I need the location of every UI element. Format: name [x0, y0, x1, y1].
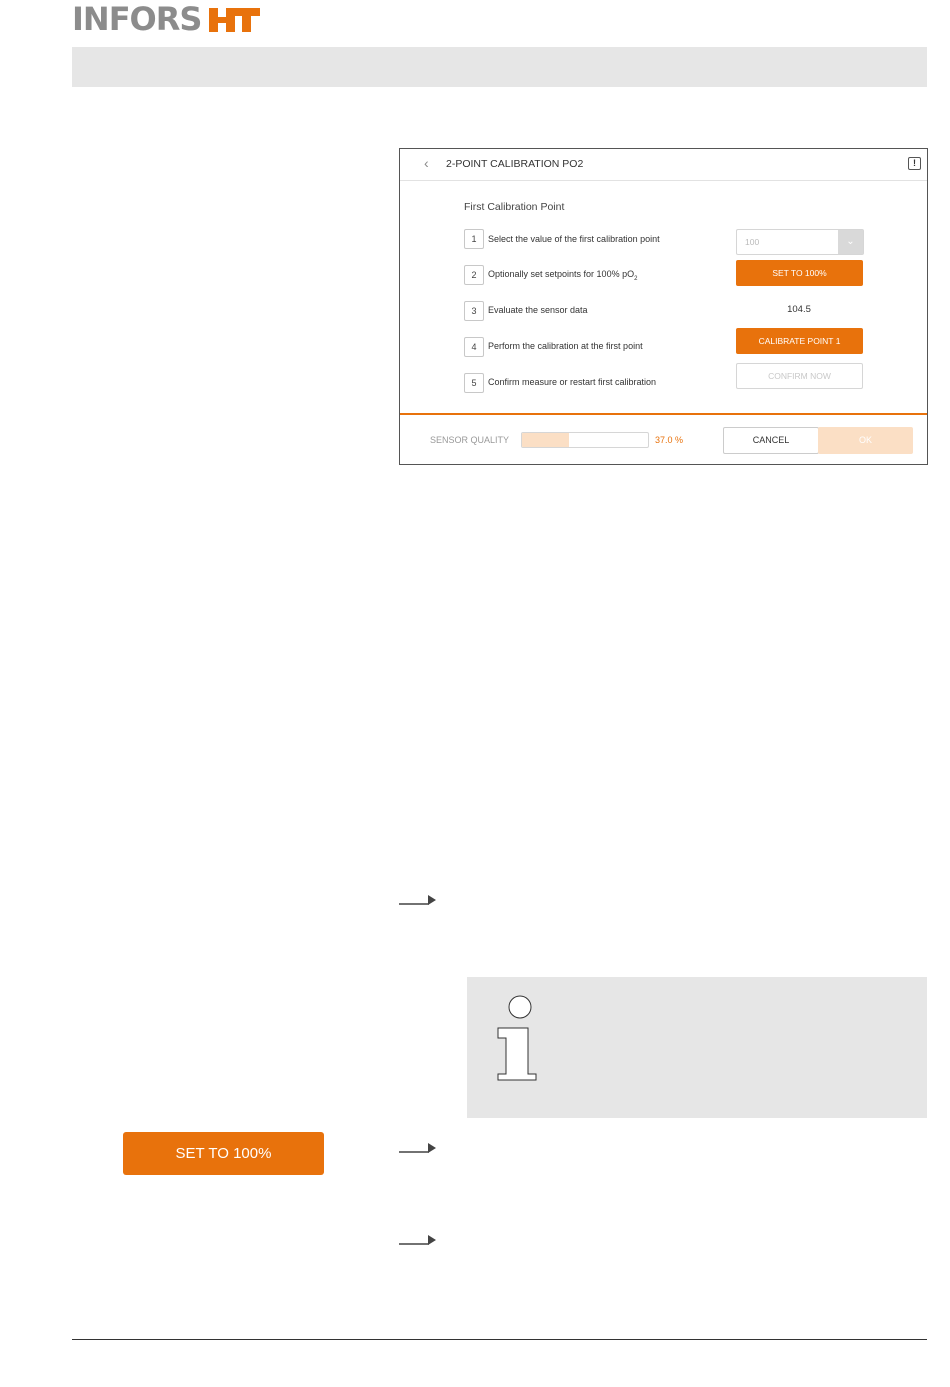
result-arrow-icon [399, 1141, 437, 1155]
section-title: First Calibration Point [464, 201, 565, 213]
step-label-text: Optionally set setpoints for 100% pO [488, 269, 635, 279]
step-label: Select the value of the first calibration point [488, 234, 660, 244]
sensor-quality-percent: 37.0 % [655, 435, 684, 445]
step-number: 5 [464, 373, 484, 393]
step-number: 4 [464, 337, 484, 357]
dialog-title: 2-POINT CALIBRATION PO2 [446, 158, 584, 170]
set-to-100-large-button[interactable]: SET TO 100% [123, 1132, 324, 1175]
step-number: 3 [464, 301, 484, 321]
step-label: Confirm measure or restart first calibration [488, 377, 657, 387]
alert-icon[interactable]: ! [908, 157, 921, 170]
info-box [467, 977, 927, 1118]
cancel-button[interactable]: CANCEL [723, 427, 819, 454]
sensor-value: 104.5 [787, 304, 811, 315]
select-value: 100 [745, 237, 760, 247]
step-label-subscript: 2 [634, 275, 638, 282]
sensor-quality-fill [522, 433, 569, 447]
result-arrow-icon [399, 1233, 437, 1247]
logo-mark-icon [207, 4, 261, 34]
step-label: Perform the calibration at the first point [488, 341, 643, 351]
dialog-header [400, 149, 927, 181]
ok-button[interactable]: OK [818, 427, 913, 454]
back-chevron-icon[interactable]: ‹ [424, 155, 429, 171]
sensor-quality-bar [521, 432, 649, 448]
chevron-down-icon[interactable]: ⌄ [838, 230, 863, 254]
divider-line [400, 413, 927, 415]
info-icon [495, 994, 547, 1082]
calibration-value-select[interactable] [736, 229, 864, 255]
infors-ht-logo [72, 2, 261, 36]
sensor-quality-label: SENSOR QUALITY [430, 435, 510, 445]
calibrate-point-1-button[interactable]: CALIBRATE POINT 1 [736, 328, 863, 354]
calibration-dialog [399, 148, 928, 465]
step-label [488, 269, 637, 282]
footer-divider [72, 1339, 927, 1340]
confirm-now-button[interactable]: CONFIRM NOW [736, 363, 863, 389]
result-arrow-icon [399, 893, 437, 907]
step-number: 2 [464, 265, 484, 285]
step-number: 1 [464, 229, 484, 249]
header-bar [72, 47, 927, 87]
step-label: Evaluate the sensor data [488, 305, 588, 315]
logo-text: INFORS [72, 0, 202, 38]
set-to-100-button[interactable]: SET TO 100% [736, 260, 863, 286]
